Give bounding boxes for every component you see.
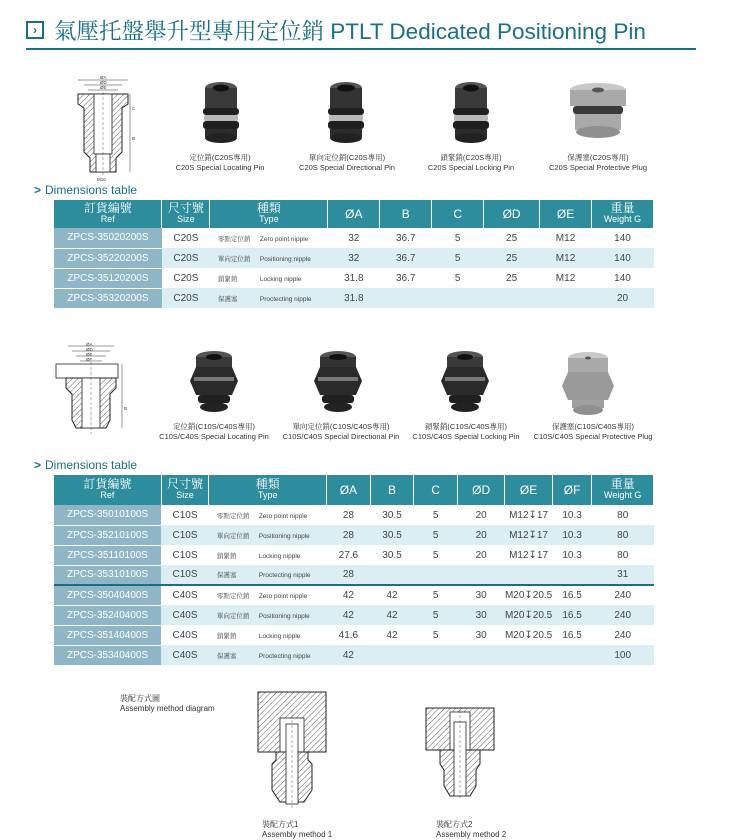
chevron-right-icon: › — [26, 21, 44, 39]
dim-label-b: B — [132, 136, 136, 141]
dimensions-table-label: > Dimensions table — [34, 183, 138, 197]
chevron-right-icon: > — [34, 458, 42, 472]
dim-label-e: ØE — [86, 352, 93, 357]
dimensions-table-label: > Dimensions table — [34, 458, 138, 472]
assembly-title: 裝配方式圖 Assembly method diagram — [120, 694, 215, 713]
table-row: ZPCS-35020200S C20S 零點定位銷 Zero point nipple 32 36.7 5 25 M12 140 — [54, 228, 654, 248]
locating-pin-image — [195, 78, 247, 150]
caption-locking-pin: 鎖緊銷(C20S專用) C20S Special Locking Pin — [427, 153, 515, 172]
c10s-c40s-technical-drawing — [52, 342, 132, 442]
table-row: ZPCS-35240400S C40S 單向定位銷 Positioning nipple 42 42 5 30 M20↧20.5 16.5 240 — [54, 605, 654, 625]
table-row: ZPCS-35320200S C20S 保護塞 Proctecting nipple 31.8 20 — [54, 288, 654, 308]
caption-directional-pin: 單向定位銷(C10S/C40S專用) C10S/C40S Special Directional Pin — [282, 422, 400, 441]
dim-label-e: ØE — [100, 85, 107, 90]
locking-pin-image — [437, 347, 493, 419]
dimensions-table-c20s: 訂貨編號 Ref 尺寸號 Size 種類 Type ØA B C ØD ØE 重量 Weight G ZPCS-35020200S C20S 零點定位銷 Zero point nipple 32 36.7 5 25 M12 140 ZPCS-35220200S C20S 單向定位銷 Positioning nipple 32 36.7 5 25 M12 140 ZPCS-35120200S C20S 鎖緊銷 Locking nipple 31.8 36.7 5 25 M12 140 ZPCS-35320200S C20S 保護塞 Proctecting nipple 31.8 20 — [54, 200, 654, 309]
table-row: ZPCS-35220200S C20S 單向定位銷 Positioning nipple 32 36.7 5 25 M12 140 — [54, 248, 654, 268]
assembly-method-1-caption: 裝配方式1 Assembly method 1 — [262, 820, 333, 839]
assembly-method-1-diagram — [256, 690, 328, 810]
page-title: 氣壓托盤舉升型專用定位銷 PTLT Dedicated Positioning Pin — [54, 19, 646, 44]
table-row: ZPCS-35340400S C40S 保護塞 Proctecting nipple 42 100 — [54, 645, 654, 665]
locating-pin-image — [186, 347, 242, 419]
chevron-right-icon: > — [34, 183, 42, 197]
table-row: ZPCS-35120200S C20S 鎖緊銷 Locking nipple 31.8 36.7 5 25 M12 140 — [54, 268, 654, 288]
directional-pin-image — [320, 78, 372, 150]
dimensions-table-c10s-c40s: 訂貨編號 Ref 尺寸號 Size 種類 Type ØA B C ØD ØE ØF 重量 Weight G ZPCS-35010100S C10S 零點定位銷 Zero point nipple 28 30.5 5 20 M12↧17 10.3 80 ZPCS-35210100S C10S 單向定位銷 Positioning nipple 28 30.5 5 20 M12↧17 10.3 80 ZPCS-35110100S C10S 鎖緊銷 Locking nipple 27.6 30.5 5 20 M12↧17 10.3 80 ZPCS-35310100S C10S 保護塞 Proctecting nipple 28 31 ZPCS-35040400S C40S 零點定位銷 Zero point nipple 42 42 5 30 M20↧20.5 16.5 240 ZPCS-35240400S C40S 單向定位銷 Positioning nipple 42 42 5 30 M20↧20.5 16.5 240 ZPCS-35140400S C40S 鎖緊銷 Locking nipple 41.6 42 5 30 M20↧20.5 16.5 240 ZPCS-35340400S C40S 保護塞 Proctecting nipple 42 100 — [54, 475, 654, 666]
page-header — [26, 10, 716, 50]
dim-label-a: ØA — [86, 342, 93, 347]
dim-label-c: C — [132, 106, 136, 111]
caption-directional-pin: 單向定位銷(C20S專用) C20S Special Directional Pin — [299, 153, 395, 172]
table-row: ZPCS-35040400S C40S 零點定位銷 Zero point nipple 42 42 5 30 M20↧20.5 16.5 240 — [54, 585, 654, 605]
directional-pin-image — [310, 347, 366, 419]
caption-locating-pin: 定位銷(C20S專用) C20S Special Locating Pin — [175, 153, 265, 172]
dim-label-a: ØA — [100, 75, 107, 80]
c20s-technical-drawing — [70, 74, 140, 186]
caption-locating-pin: 定位銷(C10S/C40S專用) C10S/C40S Special Locating Pin — [159, 422, 269, 441]
table-row: ZPCS-35210100S C10S 單向定位銷 Positioning nipple 28 30.5 5 20 M12↧17 10.3 80 — [54, 525, 654, 545]
table-row: ZPCS-35310100S C10S 保護塞 Proctecting nipple 28 31 — [54, 565, 654, 585]
dim-label-d: ØD — [100, 80, 107, 85]
locking-pin-image — [445, 78, 497, 150]
dim-label-f: ØF — [86, 357, 93, 362]
protective-plug-image — [558, 350, 618, 420]
assembly-method-2-caption: 裝配方式2 Assembly method 2 — [436, 820, 507, 839]
table-row: ZPCS-35010100S C10S 零點定位銷 Zero point nipple 28 30.5 5 20 M12↧17 10.3 80 — [54, 505, 654, 525]
table-row: ZPCS-35110100S C10S 鎖緊銷 Locking nipple 27.6 30.5 5 20 M12↧17 10.3 80 — [54, 545, 654, 565]
caption-protective-plug: 保護塞(C20S專用) C20S Special Protective Plug — [549, 153, 647, 172]
protective-plug-image — [563, 80, 633, 150]
caption-protective-plug: 保護塞(C10S/C40S專用) C10S/C40S Special Protective Plug — [533, 422, 653, 441]
header-divider — [26, 48, 696, 50]
assembly-method-2-diagram — [424, 706, 496, 802]
caption-locking-pin: 鎖緊銷(C10S/C40S專用) C10S/C40S Special Locking Pin — [412, 422, 520, 441]
dim-label-d: ØD — [86, 347, 93, 352]
dim-label-b: B — [124, 406, 128, 411]
dim-label-m10: M10 — [97, 177, 106, 182]
table-row: ZPCS-35140400S C40S 鎖緊銷 Locking nipple 41.6 42 5 30 M20↧20.5 16.5 240 — [54, 625, 654, 645]
